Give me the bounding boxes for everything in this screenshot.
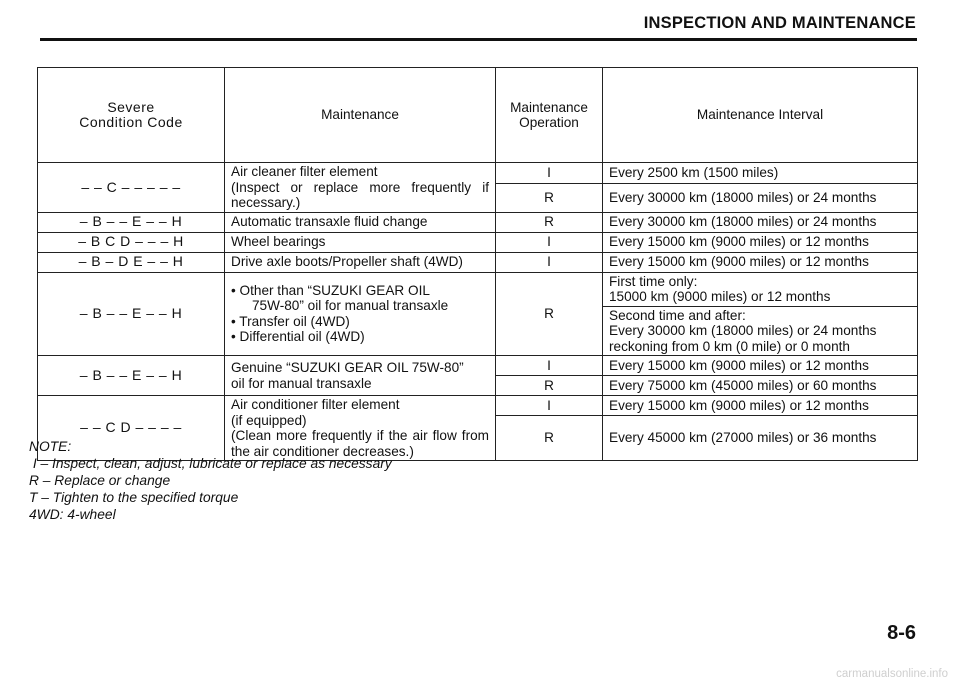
interval-cell: Every 45000 km (27000 miles) or 36 months: [603, 416, 918, 461]
interval-cell: Every 15000 km (9000 miles) or 12 months: [603, 396, 918, 416]
maintenance-text: Air conditioner filter element: [231, 397, 400, 412]
interval-line: 15000 km (9000 miles) or 12 months: [609, 289, 831, 304]
severe-code-cell: – B C D – – – H: [38, 232, 225, 252]
maintenance-cell: [225, 272, 496, 356]
maintenance-cell: Drive axle boots/Propeller shaft (4WD): [225, 252, 496, 272]
interval-cell: Every 75000 km (45000 miles) or 60 months: [603, 376, 918, 396]
maintenance-cell: [225, 163, 496, 213]
severe-code-cell: – B – – E – – H: [38, 272, 225, 356]
note-line: R – Replace or change: [29, 473, 171, 488]
interval-line: Every 30000 km (18000 miles) or 24 months: [609, 323, 877, 338]
operation-cell: R: [496, 272, 603, 356]
maintenance-text: oil for manual transaxle: [231, 375, 372, 391]
maintenance-table: [37, 67, 918, 461]
maintenance-text: (if equipped): [231, 412, 307, 428]
maintenance-bullet: • Other than “SUZUKI GEAR OIL: [231, 282, 430, 298]
table-row: [38, 232, 918, 252]
interval-cell: Every 30000 km (18000 miles) or 24 months: [603, 212, 918, 232]
interval-cell: Every 15000 km (9000 miles) or 12 months: [603, 232, 918, 252]
table-header-row: [38, 68, 918, 163]
page-number: 8-6: [887, 622, 916, 644]
operation-cell: I: [496, 252, 603, 272]
interval-line: Second time and after:: [609, 307, 746, 323]
maintenance-bullet: • Transfer oil (4WD): [231, 313, 350, 329]
col-header-text: Maintenance Operation: [510, 100, 588, 130]
severe-code-cell: – B – – E – – H: [38, 212, 225, 232]
maintenance-text: (Clean more frequently if the air flow from the air conditioner decreases.): [231, 428, 489, 459]
col-header-operation: [496, 68, 603, 163]
maintenance-text: Genuine “SUZUKI GEAR OIL 75W-80”: [231, 360, 464, 375]
operation-cell: R: [496, 416, 603, 461]
maintenance-bullet-continued: 75W-80” oil for manual transaxle: [252, 298, 449, 314]
interval-cell: Every 15000 km (9000 miles) or 12 months: [603, 356, 918, 376]
severe-code-cell: – B – D E – – H: [38, 252, 225, 272]
maintenance-cell: Wheel bearings: [225, 232, 496, 252]
note-line: T – Tighten to the specified torque: [29, 490, 239, 505]
severe-code-cell: – B – – E – – H: [38, 356, 225, 396]
table-row: [38, 396, 918, 416]
maintenance-cell: Automatic transaxle fluid change: [225, 212, 496, 232]
operation-cell: R: [496, 212, 603, 232]
interval-cell: [603, 272, 918, 306]
interval-cell: Every 30000 km (18000 miles) or 24 months: [603, 183, 918, 212]
header-rule: [40, 38, 917, 41]
section-title: INSPECTION AND MAINTENANCE: [643, 14, 916, 32]
interval-line: First time only:: [609, 273, 698, 289]
table-row: [38, 356, 918, 376]
operation-cell: I: [496, 232, 603, 252]
operation-cell: I: [496, 396, 603, 416]
note-line: 4WD: 4-wheel: [29, 507, 116, 522]
col-header-severe-code: [38, 68, 225, 163]
operation-cell: I: [496, 356, 603, 376]
maintenance-text: Air cleaner filter element: [231, 164, 378, 179]
severe-code-cell: – – C D – – – –: [38, 396, 225, 461]
watermark: carmanualsonline.info: [836, 668, 948, 680]
maintenance-bullet: • Differential oil (4WD): [231, 329, 365, 345]
note-line: I – Inspect, clean, adjust, lubricate or replace as necessary: [29, 456, 392, 471]
operation-cell: R: [496, 183, 603, 212]
table-row: [38, 163, 918, 184]
operation-cell: I: [496, 163, 603, 184]
interval-cell: [603, 306, 918, 356]
col-header-text: Severe Condition Code: [79, 99, 183, 130]
maintenance-text: (Inspect or replace more frequently if necessary.): [231, 179, 489, 210]
col-header-maintenance: Maintenance: [225, 68, 496, 163]
col-header-interval: Maintenance Interval: [603, 68, 918, 163]
table-row: [38, 272, 918, 306]
severe-code-cell: – – C – – – – –: [38, 163, 225, 213]
interval-cell: Every 2500 km (1500 miles): [603, 163, 918, 184]
interval-line: reckoning from 0 km (0 mile) or 0 month: [609, 338, 850, 354]
note-block: [29, 438, 392, 523]
table-row: [38, 252, 918, 272]
interval-cell: Every 15000 km (9000 miles) or 12 months: [603, 252, 918, 272]
maintenance-cell: [225, 356, 496, 396]
table-row: [38, 212, 918, 232]
operation-cell: R: [496, 376, 603, 396]
note-heading: NOTE:: [29, 439, 72, 454]
